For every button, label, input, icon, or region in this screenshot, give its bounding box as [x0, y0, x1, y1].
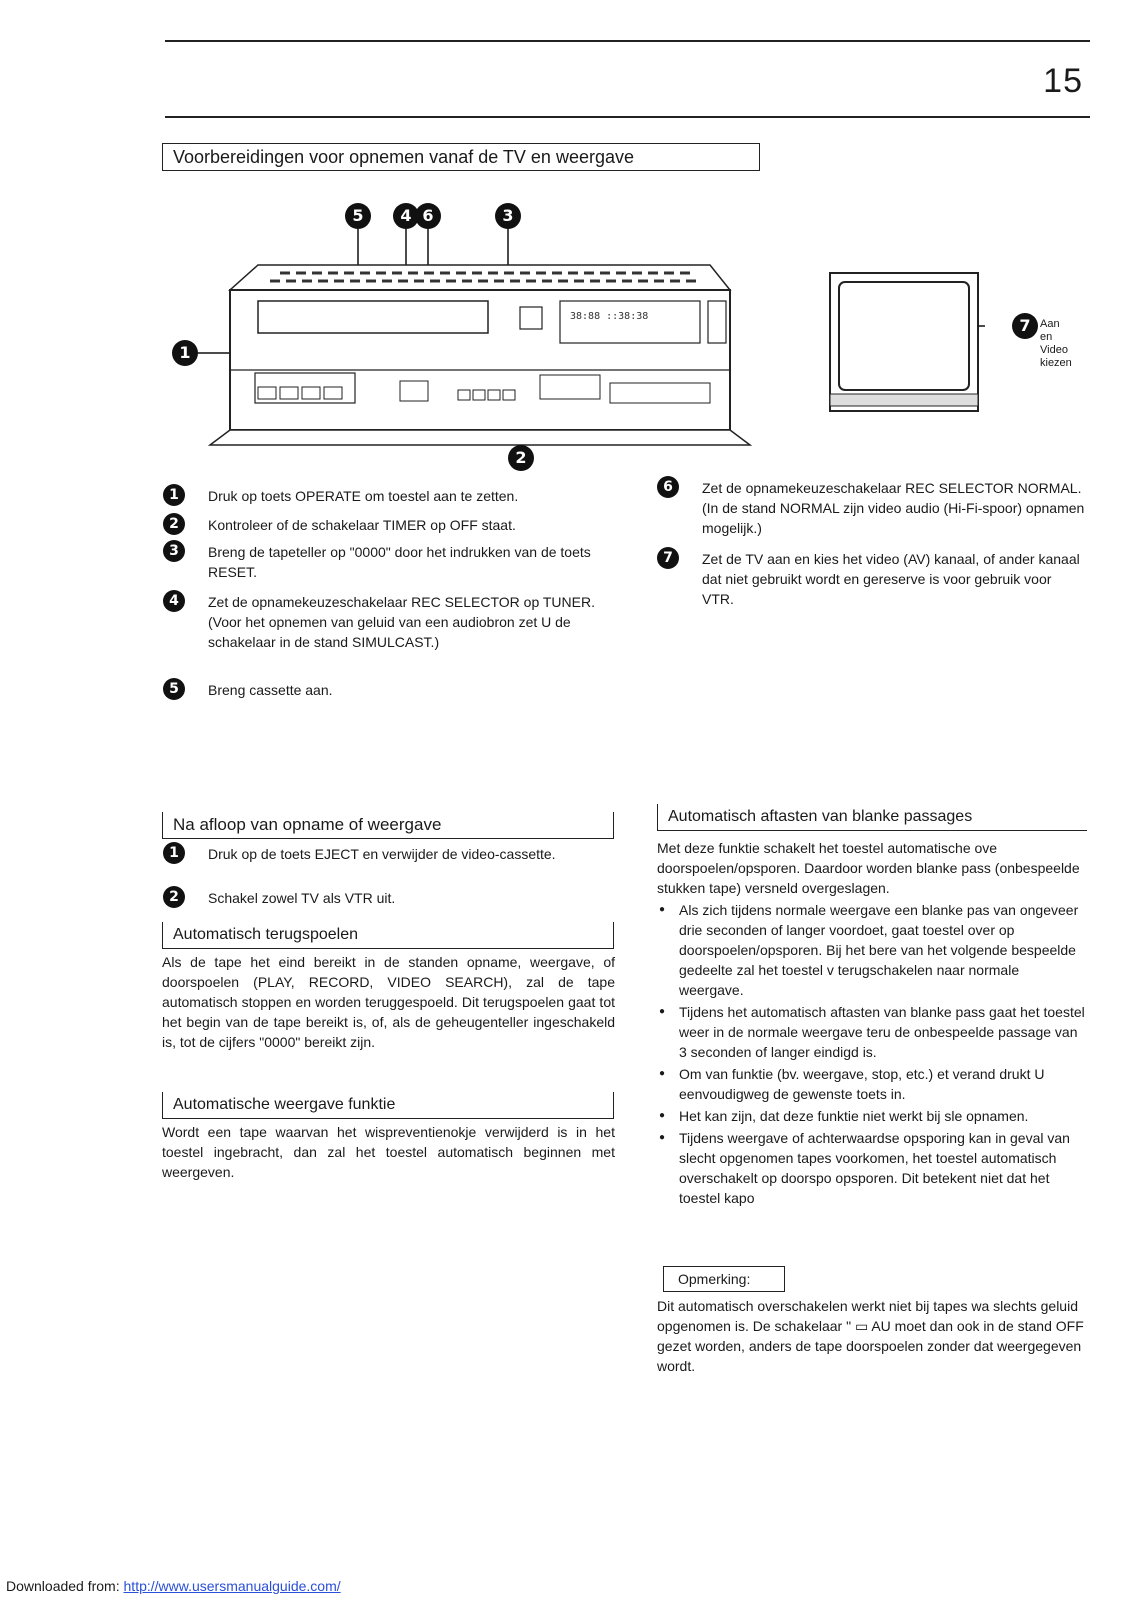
page-number: 15 [1043, 62, 1083, 100]
svg-text:38:88 ::38:38: 38:88 ::38:38 [570, 311, 649, 322]
header-rule-top [165, 40, 1090, 42]
step-text: Breng cassette aan. [208, 682, 333, 698]
section-blank-title: Automatisch aftasten van blanke passages [657, 804, 1087, 831]
section-blank-intro: Met deze funktie schakelt het toestel automatische ove doorspoelen/opsporen. Daardoor worden blanke pass (onbespeelde stukken tape) versneld overgeslagen. [657, 840, 1080, 896]
step-number: 5 [163, 678, 185, 700]
tv-label-line-1: Aan [1040, 318, 1060, 330]
tv-diagram [825, 268, 985, 416]
step-text: Schakel zowel TV als VTR uit. [208, 890, 396, 906]
step-text: Zet de opnamekeuzeschakelaar REC SELECTOR op TUNER. (Voor het opnemen van geluid van een audiobron zet U de schakelaar in de stand SIMULCAST.) [208, 594, 595, 650]
list-item: ● Het kan zijn, dat deze funktie niet werkt bij sle opnamen. [657, 1106, 1087, 1126]
step-text: Zet de TV aan en kies het video (AV) kanaal, of ander kanaal dat niet gebruikt wordt en gereserve is voor gebruik voor VTR. [702, 551, 1080, 607]
callout-7-tv: 7 [1012, 313, 1038, 339]
step-number: 1 [163, 842, 185, 864]
footer-link[interactable]: http://www.usersmanualguide.com/ [123, 1578, 341, 1594]
step-number: 4 [163, 590, 185, 612]
note-text: Dit automatisch overschakelen werkt niet bij tapes wa slechts geluid opgenomen is. De schakelaar " ▭ AU moet dan ook in de stand OFF gezet worden, anders de tape doorspoelen zonder dat weergegeven wordt. [657, 1298, 1084, 1374]
list-item: ● Om van funktie (bv. weergave, stop, etc.) et verand drukt U eenvoudigweg de gewenste toets in. [657, 1064, 1087, 1104]
step-number: 1 [163, 484, 185, 506]
footer-prefix: Downloaded from: [6, 1578, 124, 1594]
step-number: 2 [163, 513, 185, 535]
tv-label-line-2: en [1040, 331, 1053, 343]
list-item: ● Tijdens weergave of achterwaardse opsporing kan in geval van slecht opgenomen tapes voorkomen, het toestel automatisch overschakelt op doorspo opsporen. Dit betekent niet dat het toestel kapo [657, 1128, 1087, 1208]
callout-6: 6 [415, 203, 441, 229]
footer [6, 1578, 341, 1594]
section-rewind-title: Automatisch terugspoelen [162, 922, 614, 949]
callout-5: 5 [345, 203, 371, 229]
step-text: Zet de opnamekeuzeschakelaar REC SELECTOR NORMAL. (In de stand NORMAL zijn video audio (Hi-Fi-spoor) opnamen mogelijk.) [702, 480, 1085, 536]
callout-3: 3 [495, 203, 521, 229]
callout-1: 1 [172, 340, 198, 366]
section-prepare-title: Voorbereidingen voor opnemen vanaf de TV en weergave [162, 143, 760, 171]
list-item: ● Als zich tijdens normale weergave een blanke pas van ongeveer drie seconden of langer voordoet, gaat toestel over op doorspoelen/opsporen. Bij het bere van het volgende bespeelde gedeelte zal het toestel v terugschakelen naar normale weergave. [657, 900, 1087, 1000]
tv-label [1040, 318, 1072, 370]
step-text: Breng de tapeteller op "0000" door het indrukken van de toets RESET. [208, 544, 591, 580]
section-autoplay-text: Wordt een tape waarvan het wispreventienokje verwijderd is in het toestel ingebracht, dan zal het toestel automatisch beginnen met weergeven. [162, 1124, 615, 1180]
step-number: 3 [163, 540, 185, 562]
section-rewind-text: Als de tape het eind bereikt in de standen opname, weergave, of doorspoelen (PLAY, RECORD, VIDEO SEARCH), zal de tape automatisch stoppen en worden teruggespoeld. Dit terugspoelen gaat tot het begin van de tape bereikt is, of, als de geheugenteller ingeschakeld is, tot de cijfers "0000" bereikt zijn. [162, 954, 615, 1050]
section-blank-bullets [657, 900, 1087, 1210]
vcr-diagram [170, 195, 770, 475]
header-rule-bottom [165, 116, 1090, 118]
section-autoplay-title: Automatische weergave funktie [162, 1092, 614, 1119]
step-text: Druk op toets OPERATE om toestel aan te zetten. [208, 488, 519, 504]
step-text: Druk op de toets EJECT en verwijder de video-cassette. [208, 846, 556, 862]
callout-2: 2 [508, 445, 534, 471]
step-number: 2 [163, 886, 185, 908]
note-title: Opmerking: [663, 1266, 785, 1292]
tv-label-line-4: kiezen [1040, 357, 1072, 369]
tv-label-line-3: Video [1040, 344, 1068, 356]
step-number: 7 [657, 547, 679, 569]
list-item: ● Tijdens het automatisch aftasten van blanke pass gaat het toestel weer in de normale weergave teru de onbespeelde passage van 3 seconden of langer eindigd is. [657, 1002, 1087, 1062]
callout-4: 4 [393, 203, 419, 229]
step-text: Kontroleer of de schakelaar TIMER op OFF staat. [208, 517, 516, 533]
step-number: 6 [657, 476, 679, 498]
section-after-title: Na afloop van opname of weergave [162, 812, 614, 839]
